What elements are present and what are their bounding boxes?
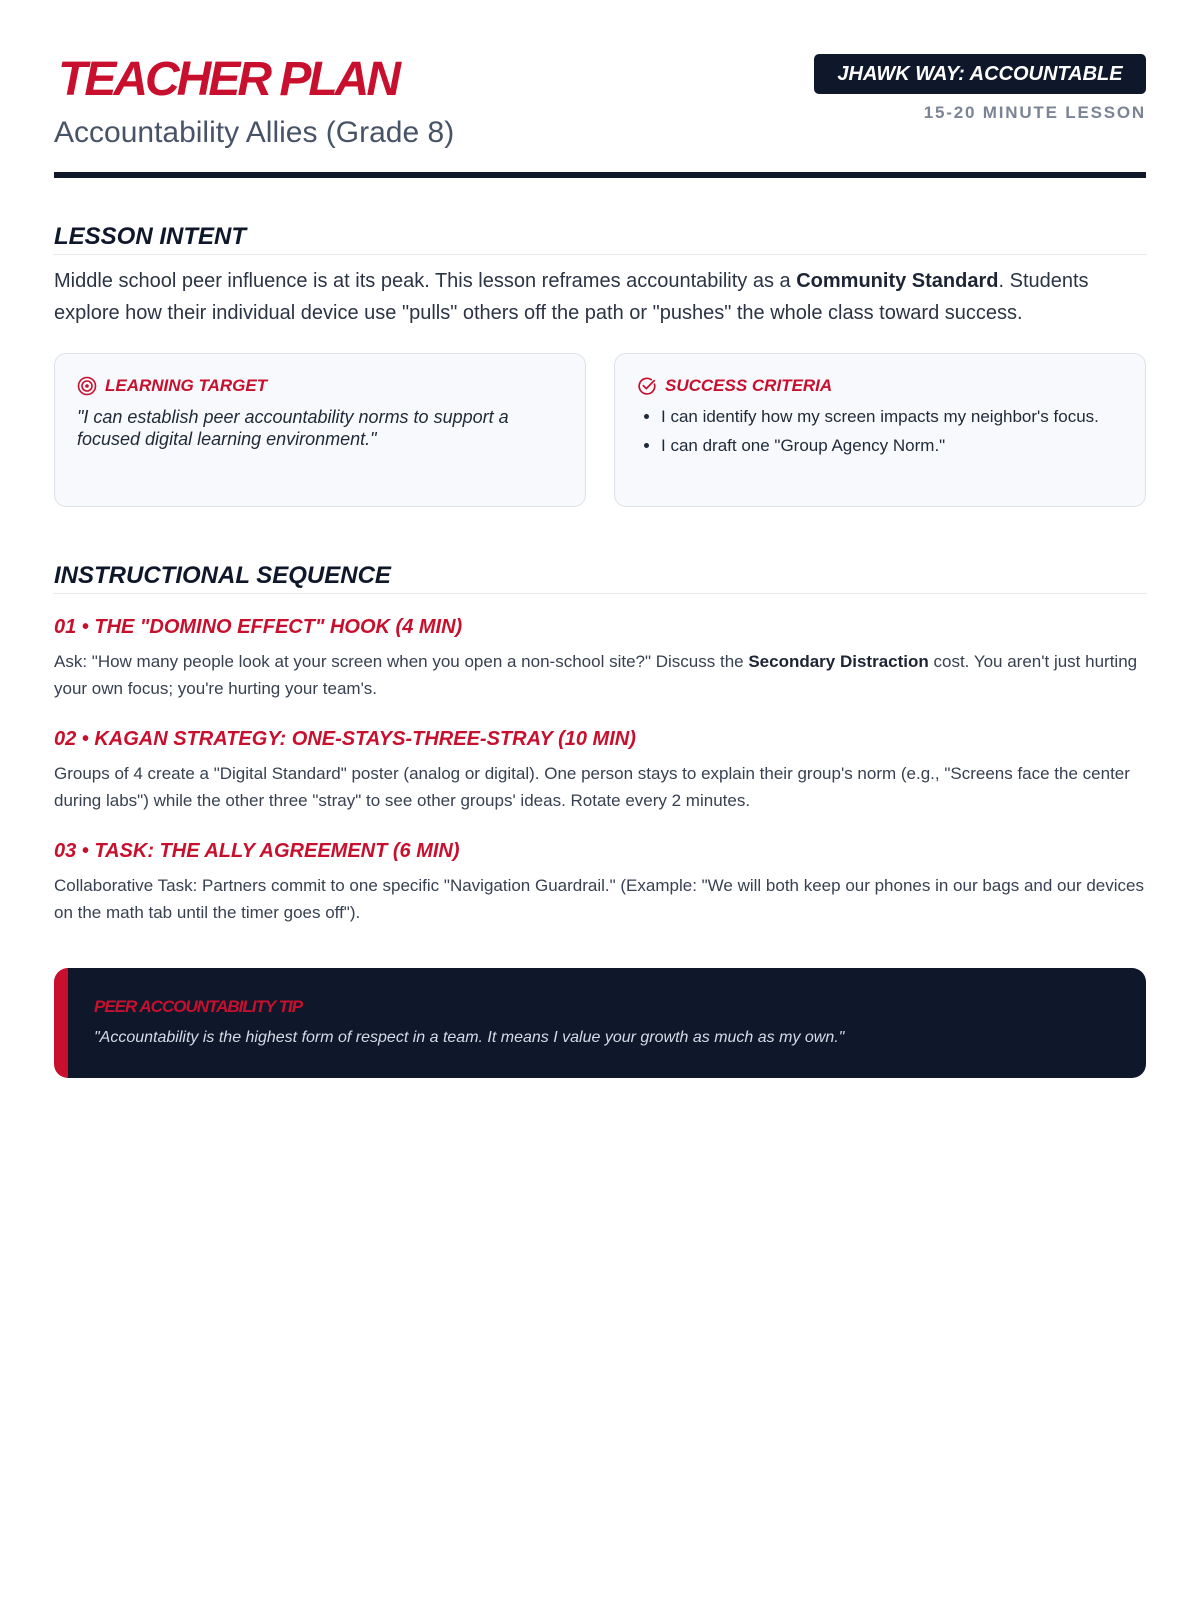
step-text-before: Ask: "How many people look at your screen when you open a non-school site?" Discuss the: [54, 652, 749, 671]
target-icon: [77, 376, 97, 396]
list-item: • I can draft one "Group Agency Norm.": [661, 433, 1123, 458]
step-text: Collaborative Task: Partners commit to one specific "Navigation Guardrail." (Example: "We will both keep our phones in our bags and our devices on the math tab until the timer goes off").: [54, 876, 1144, 922]
intent-text-before: Middle school peer influence is at its peak. This lesson reframes accountability as a: [54, 270, 797, 292]
step-title: 02 • KAGAN STRATEGY: ONE-STAYS-THREE-STRAY (10 MIN): [54, 728, 636, 750]
document-title: TEACHER PLAN: [58, 53, 399, 106]
learning-target-title: LEARNING TARGET: [105, 376, 268, 395]
step-bold-term: Secondary Distraction: [748, 652, 929, 671]
step-hook: [54, 614, 1146, 702]
objective-cards: [54, 353, 1146, 507]
step-title: 01 • THE "DOMINO EFFECT" HOOK (4 MIN): [54, 616, 463, 638]
tip-text: "Accountability is the highest form of respect in a team. It means I value your growth as much as my own.": [94, 1029, 845, 1046]
success-criteria-title: SUCCESS CRITERIA: [665, 376, 833, 395]
check-circle-icon: [637, 376, 657, 396]
success-criteria-list: [637, 404, 1123, 458]
list-item: • I can identify how my screen impacts my neighbor's focus.: [661, 404, 1123, 429]
tip-title: PEER ACCOUNTABILITY TIP: [94, 997, 303, 1016]
instructional-sequence-heading: INSTRUCTIONAL SEQUENCE: [54, 561, 1146, 594]
intent-text-after: . Students explore how their individual device use "pulls" others off the path or "pushes" the whole class toward success.: [54, 270, 1089, 324]
success-criteria-header: [637, 376, 1123, 396]
step-text-after: cost. You aren't just hurting your own focus; you're hurting your team's.: [54, 652, 1138, 698]
step-kagan-strategy: [54, 726, 1146, 814]
learning-target-header: [77, 376, 563, 396]
lesson-duration: 15-20 MINUTE LESSON: [923, 103, 1146, 122]
step-ally-agreement: [54, 838, 1146, 926]
step-text: [54, 648, 1146, 702]
success-criteria-card: [614, 353, 1146, 507]
header: [54, 0, 1146, 178]
lesson-subtitle: Accountability Allies (Grade 8): [54, 116, 455, 149]
learning-target-text: "I can establish peer accountability norms to support a focused digital learning environment.": [77, 407, 509, 449]
learning-target-card: [54, 353, 586, 507]
peer-accountability-tip: [54, 968, 1146, 1078]
intent-bold-term: Community Standard: [796, 270, 999, 292]
step-text: Groups of 4 create a "Digital Standard" poster (analog or digital). One person stays to explain their group's norm (e.g., "Screens face the center during labs") while the other three "stray" to see other groups' ideas. Rotate every 2 minutes.: [54, 764, 1130, 810]
step-title: 03 • TASK: THE ALLY AGREEMENT (6 MIN): [54, 840, 460, 862]
lesson-intent-text: [54, 265, 1146, 329]
jhawk-way-badge: JHAWK WAY: ACCOUNTABLE: [814, 54, 1146, 94]
lesson-intent-heading: LESSON INTENT: [54, 222, 1146, 255]
